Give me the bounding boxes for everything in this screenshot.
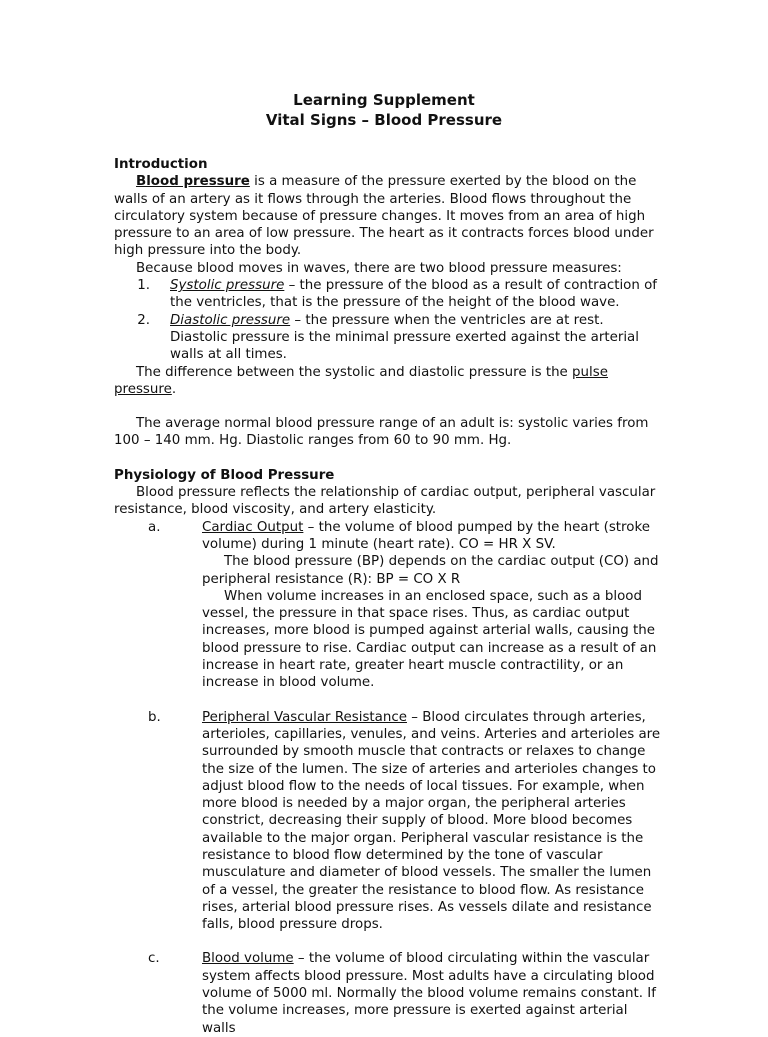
term-systolic-pressure: Systolic pressure [170, 278, 285, 294]
list-item-cardiac-output: a. Cardiac Output – the volume of blood pumped by the heart (stroke volume) during 1 minute (heart rate). CO = HR X SV. The blood pressure (BP) depends on the cardiac output (CO) and peripheral resistance (R): BP = CO X R When volume increases in an enclosed space, such as a blood vessel, the pressure in that space rises. Thus, as cardiac output increases, more blood is pumped against arterial walls, causing the blood pressure to rise. Cardiac output can increase as a result of an increase in heart rate, greater heart muscle contractility, or an increase in blood volume. [114, 519, 662, 692]
term-blood-pressure: Blood pressure [136, 174, 250, 190]
cardiac-output-sub-2: When volume increases in an enclosed space, such as a blood vessel, the pressure in that space rises. Thus, as cardiac output increases, more blood is pumped against arterial walls, causing the blood pressure to rise. Cardiac output can increase as a result of an increase in heart rate, greater heart muscle contractility, or an increase in blood volume. [202, 588, 657, 691]
term-cardiac-output: Cardiac Output [202, 519, 304, 535]
section-heading-introduction: Introduction [114, 157, 208, 172]
intro-paragraph-4: The average normal blood pressure range of an adult is: systolic varies from 100 – 140 mm. Hg. Diastolic ranges from 60 to 90 mm. Hg. [114, 416, 649, 449]
list-item-peripheral-resistance: b. Peripheral Vascular Resistance – Blood circulates through arteries, arterioles, capillaries, venules, and veins. Arteries and arterioles are surrounded by smooth muscle that contracts or relaxes to change the size of the lumen. The size of arteries and arterioles changes to adjust blood flow to the needs of local tissues. For example, when more blood is needed by a major organ, the peripheral arteries constrict, decreasing their supply of blood. More blood becomes available to the major organ. Peripheral vascular resistance is the resistance to blood flow determined by the tone of vascular musculature and diameter of blood vessels. The smaller the lumen of a vessel, the greater the resistance to blood flow. As resistance rises, arterial blood pressure rises. As vessels dilate and resistance falls, blood pressure drops. [148, 709, 661, 933]
physiology-paragraph-1: Blood pressure reflects the relationship of cardiac output, peripheral vascular resistance, blood viscosity, and artery elasticity. [114, 485, 656, 518]
list-item-systolic: 1. Systolic pressure – the pressure of the blood as a result of contraction of the ventricles, that is the pressure of the height of the blood wave. [137, 278, 658, 311]
intro-paragraph-1: Blood pressure is a measure of the pressure exerted by the blood on the walls of an artery as it flows through the arteries. Blood flows throughout the circulatory system because of pressure changes. It moves from an area of high pressure to an area of low pressure. The heart as it contracts forces blood under high pressure into the body. [114, 174, 654, 259]
document-body [114, 156, 662, 1037]
document-title: Learning Supplement [293, 91, 475, 109]
term-peripheral-vascular-resistance: Peripheral Vascular Resistance [202, 709, 407, 725]
list-item-diastolic: 2. Diastolic pressure – the pressure when the ventricles are at rest. Diastolic pressure is the minimal pressure exerted against the arterial walls at all times. [137, 312, 639, 363]
intro-paragraph-3: The difference between the systolic and diastolic pressure is the pulse pressure. [114, 364, 608, 397]
section-heading-physiology: Physiology of Blood Pressure [114, 467, 335, 483]
document-subtitle: Vital Signs – Blood Pressure [265, 111, 503, 129]
term-blood-volume: Blood volume [202, 951, 294, 967]
cardiac-output-sub-1: The blood pressure (BP) depends on the cardiac output (CO) and peripheral resistance (R): BP = CO X R [202, 554, 659, 587]
list-item-blood-volume: c. Blood volume – the volume of blood circulating within the vascular system affects blood pressure. Most adults have a circulating blood volume of 5000 ml. Normally the blood volume remains constant. If the volume increases, more pressure is exerted against arterial walls [148, 951, 656, 1036]
term-diastolic-pressure: Diastolic pressure [170, 312, 291, 328]
intro-paragraph-2: Because blood moves in waves, there are two blood pressure measures: [136, 260, 622, 276]
term-pulse-pressure: pulse pressure [114, 364, 608, 397]
